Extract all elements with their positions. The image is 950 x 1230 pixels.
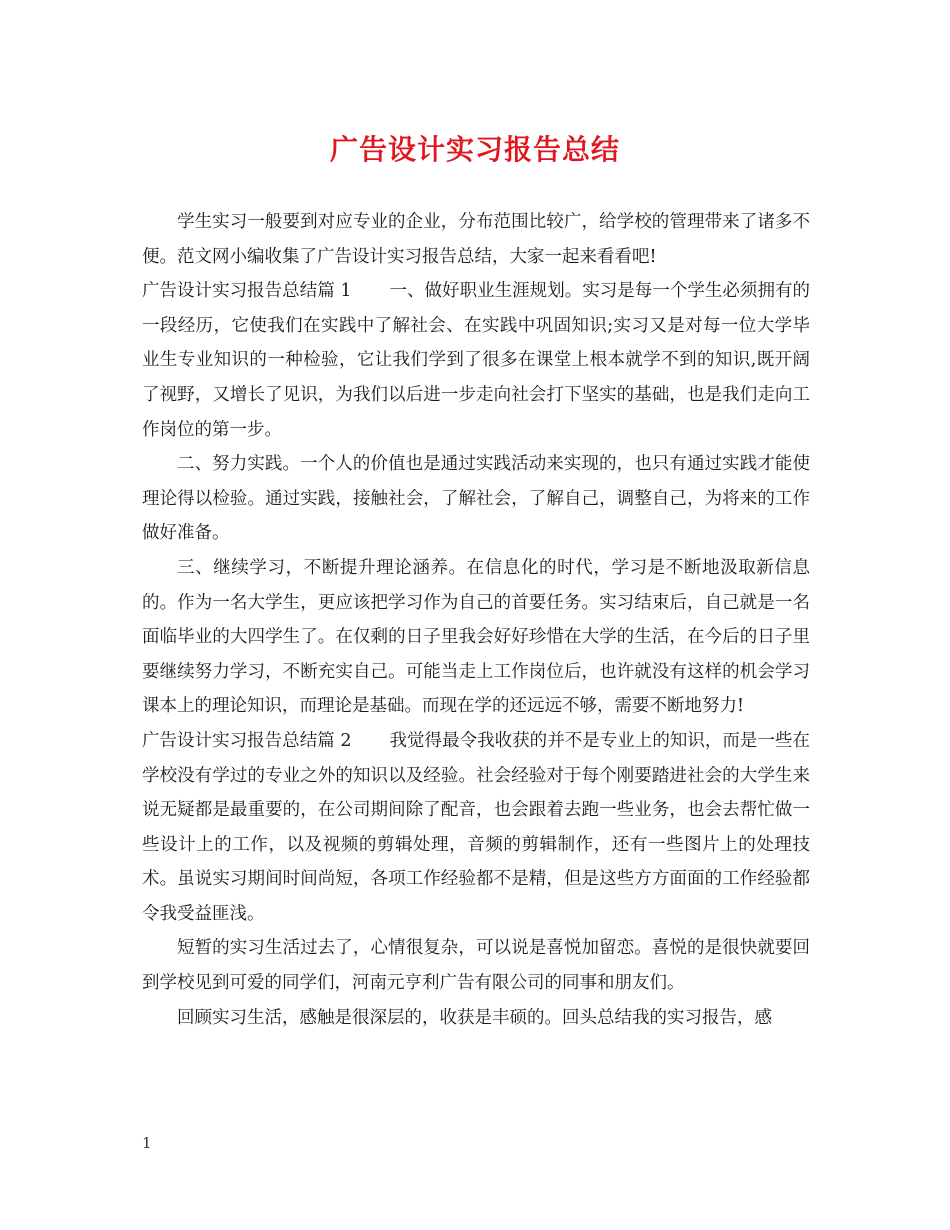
practice-paragraph: 二、努力实践。一个人的价值也是通过实践活动来实现的，也只有通过实践才能使理论得以检验。通过实践，接触社会，了解社会，了解自己，调整自己，为将来的工作做好准备。: [142, 454, 810, 544]
intro-paragraph: 学生实习一般要到对应专业的企业，分布范围比较广，给学校的管理带来了诸多不便。范文网小编收集了广告设计实习报告总结，大家一起来看看吧!: [142, 212, 810, 267]
page-title: 广告设计实习报告总结: [329, 133, 620, 166]
section-2-label: 广告设计实习报告总结篇 2: [142, 730, 352, 751]
section-2-paragraph: [142, 724, 810, 932]
page-number: 1: [142, 1134, 152, 1152]
feelings-paragraph: 短暂的实习生活过去了，心情很复杂，可以说是喜悦加留恋。喜悦的是很快就要回到学校见到可爱的同学们，河南元亨利广告有限公司的同事和朋友们。: [142, 938, 810, 994]
study-paragraph: 三、继续学习，不断提升理论涵养。在信息化的时代，学习是不断地汲取新信息的。作为一名大学生，更应该把学习作为自己的首要任务。实习结束后，自己就是一名面临毕业的大四学生了。在仅剩的日子里我会好好珍惜在大学的生活，在今后的日子里要继续努力学习，不断充实自己。可能当走上工作岗位后，也许就没有这样的机会学习课本上的理论知识，而理论是基础。而现在学的还远远不够，需要不断地努力!: [142, 557, 810, 717]
section-1-label: 广告设计实习报告总结篇 1: [142, 281, 352, 302]
section-2-text: 我觉得最令我收获的并不是专业上的知识，而是一些在学校没有学过的专业之外的知识以及经验。社会经验对于每个刚要踏进社会的大学生来说无疑都是最重要的，在公司期间除了配音，也会跟着去跑一些业务，也会去帮忙做一些设计上的工作，以及视频的剪辑处理，音频的剪辑制作，还有一些图片上的处理技术。虽说实习期间时间尚短，各项工作经验都不是精，但是这些方方面面的工作经验都令我受益匪浅。: [142, 730, 810, 924]
document-body: [142, 205, 810, 1035]
review-paragraph: 回顾实习生活，感触是很深层的，收获是丰硕的。回头总结我的实习报告，感: [177, 1007, 772, 1028]
section-1-paragraph: [142, 274, 810, 447]
section-1-text: 一、做好职业生涯规划。实习是每一个学生必须拥有的一段经历，它使我们在实践中了解社会、在实践中巩固知识;实习又是对每一位大学毕业生专业知识的一种检验，它让我们学到了很多在课堂上根本就学不到的知识,既开阔了视野，又增长了见识，为我们以后进一步走向社会打下坚实的基础，也是我们走向工作岗位的第一步。: [142, 281, 810, 440]
